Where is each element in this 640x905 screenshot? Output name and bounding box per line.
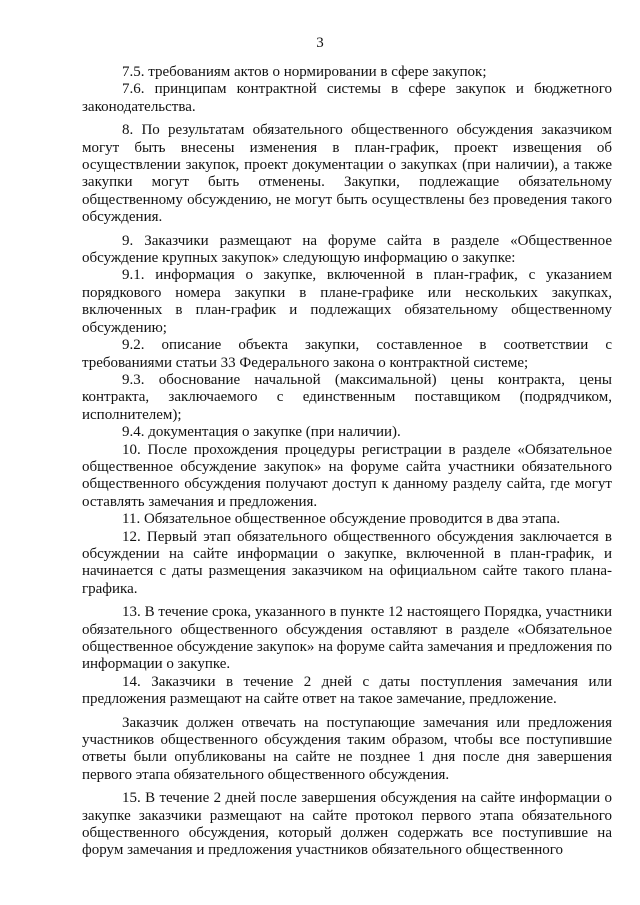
paragraph-13: 13. В течение срока, указанного в пункте 12 настоящего Порядка, участники обязательного общественного обсуждения оставляют в разделе «Обязательное общественное обсуждение закупок» на форуме сайта замечания и предложения по информации о закупке. [82,604,612,673]
page-number: 3 [316,35,324,51]
paragraph-14: 14. Заказчики в течение 2 дней с даты поступления замечания или предложения размещают на сайте ответ на такое замечание, предложение. [82,673,612,708]
paragraph-9-4: 9.4. документация о закупке (при наличии). [122,424,401,441]
paragraph-9: 9. Заказчики размещают на форуме сайта в разделе «Общественное обсуждение крупных закупок» следующую информацию о закупке: [82,232,612,267]
paragraph-7-5: 7.5. требованиям актов о нормировании в сфере закупок; [122,64,487,80]
paragraph-9-1: 9.1. информация о закупке, включенной в план-график, с указанием порядкового номера закупки в плане-графике или нескольких закупках, включенных в план-график и подлежащих обязательному общественному обсуждению; [82,267,612,336]
paragraph-10: 10. После прохождения процедуры регистрации в разделе «Обязательное общественное обсуждение закупок» на форуме сайта участники обязательного общественного обсуждения получают доступ к данному разделу сайта, где могут оставлять замечания и предложения. [82,441,612,510]
paragraph-9-3: 9.3. обоснование начальной (максимальной) цены контракта, цены контракта, заключаемого с единственным поставщиком (подрядчиком, исполнителем); [82,371,612,423]
paragraph-8: 8. По результатам обязательного общественного обсуждения заказчиком могут быть внесены изменения в план-график, проект извещения об осуществлении закупок, проект документации о закупках (при наличии), а также закупки могут быть отменены. Закупки, подлежащие обязательному общественному обсуждению, не могут быть осуществлены без проведения такого обсуждения. [82,122,612,226]
paragraph-12: 12. Первый этап обязательного общественного обсуждения заключается в обсуждении на сайте информации о закупке, включенной в план-график, и начинается с даты размещения заказчиком на официальном сайте такого плана-графика. [82,528,612,597]
paragraph-9-2: 9.2. описание объекта закупки, составленное в соответствии с требованиями статьи 33 Федерального закона о контрактной системе; [82,337,612,371]
document-body [82,64,612,860]
paragraph-14-note: Заказчик должен отвечать на поступающие замечания или предложения участников общественного обсуждения таким образом, чтобы все поступившие ответы были опубликованы на сайте не позднее 1 дня после дня завершения первого этапа обязательного общественного обсуждения. [82,714,612,783]
paragraph-15: 15. В течение 2 дней после завершения обсуждения на сайте информации о закупке заказчики размещают на сайте протокол первого этапа обязательного общественного обсуждения, который должен содержать все поступившие на форум замечания и предложения участников обязательного общественного [82,790,612,859]
paragraph-7-6: 7.6. принципам контрактной системы в сфере закупок и бюджетного законодательства. [82,81,612,115]
paragraph-11: 11. Обязательное общественное обсуждение проводится в два этапа. [122,511,561,528]
